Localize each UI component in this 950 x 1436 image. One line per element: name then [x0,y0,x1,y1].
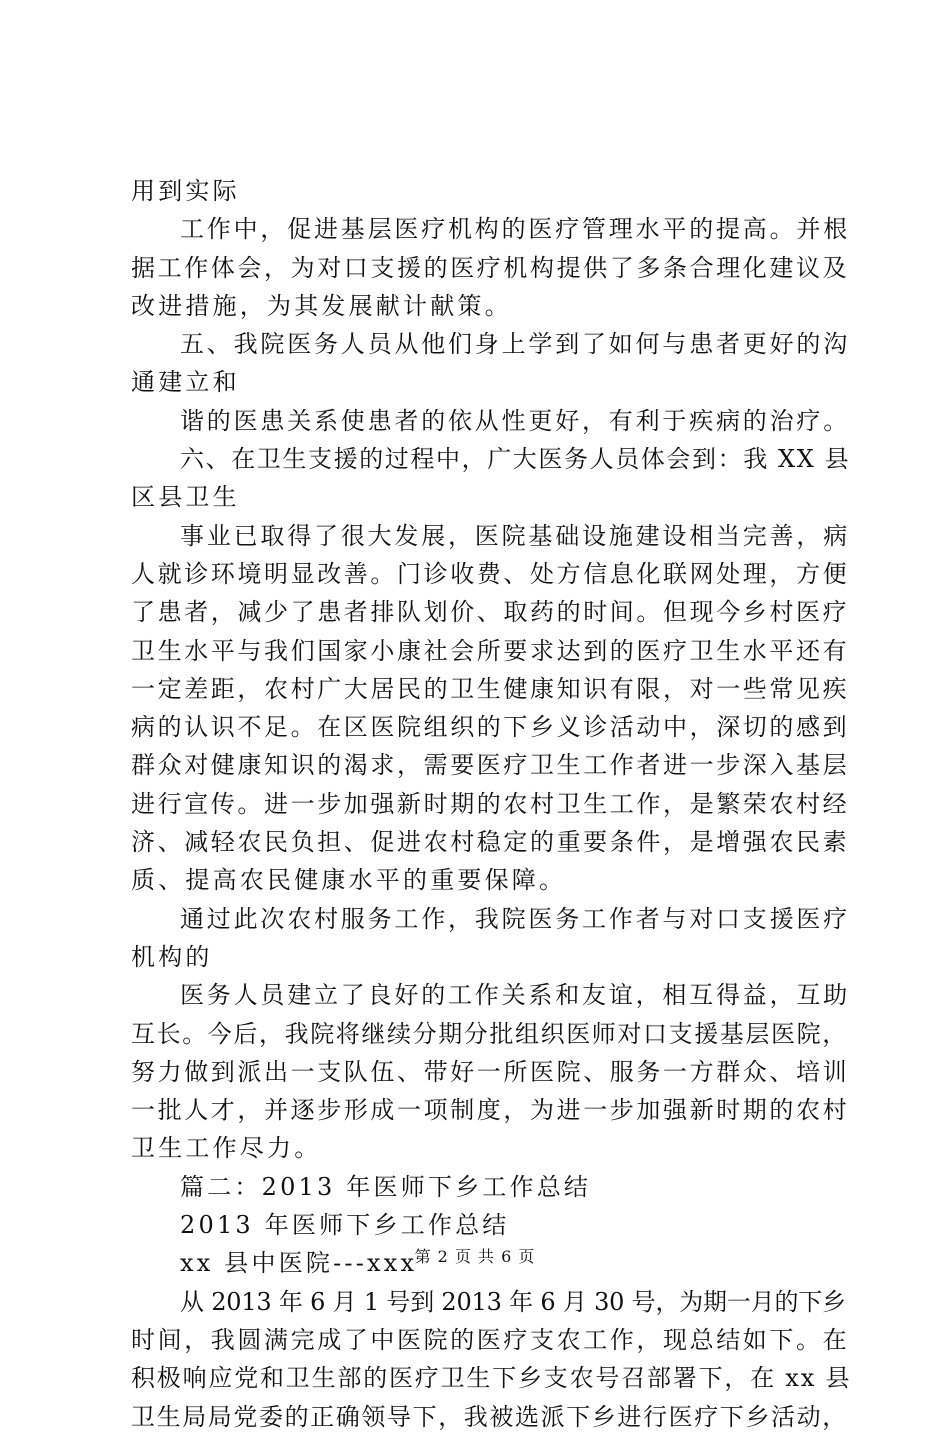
text-line: 人就诊环境明显改善。门诊收费、处方信息化联网处理，方便 [131,559,850,588]
text-line: 时间，我圆满完成了中医院的医疗支农工作，现总结如下。在 [131,1325,850,1354]
page-footer: 第 2 页 共 6 页 [414,1247,536,1266]
text-line: xx 县中医院---xxx [180,1249,418,1278]
text-line: 互长。今后，我院将继续分期分批组织医师对口支援基层医院， [131,1019,848,1048]
text-line: 一定差距，农村广大居民的卫生健康知识有限，对一些常见疾 [131,674,850,703]
text-line: 谐的医患关系使患者的依从性更好，有利于疾病的治疗。 [180,406,850,435]
text-line: 改进措施，为其发展献计献策。 [131,291,512,320]
text-line: 篇二：2013 年医师下乡工作总结 [180,1172,592,1201]
text-line: 事业已取得了很大发展，医院基础设施建设相当完善，病 [180,521,850,550]
text-line: 病的认识不足。在区医院组织的下乡义诊活动中，深切的感到 [131,713,850,742]
text-line: 2013 年医师下乡工作总结 [180,1211,510,1240]
text-line: 据工作体会，为对口支援的医疗机构提供了多条合理化建议及 [131,253,850,282]
text-line: 努力做到派出一支队伍、带好一所医院、服务一方群众、培训 [131,1057,850,1086]
text-line: 积极响应党和卫生部的医疗卫生下乡支农号召部署下，在 xx 县 [131,1364,852,1393]
text-line: 工作中，促进基层医疗机构的医疗管理水平的提高。并根 [180,215,850,244]
text-line: 通建立和 [131,368,240,397]
text-line: 质、提高农民健康水平的重要保障。 [131,866,567,895]
text-line: 了患者，减少了患者排队划价、取药的时间。但现今乡村医疗 [131,598,850,627]
text-line: 六、在卫生支援的过程中，广大医务人员体会到：我 XX 县 [180,445,851,474]
text-line: 卫生局局党委的正确领导下，我被选派下乡进行医疗下乡活动， [131,1402,848,1431]
text-line: 群众对健康知识的渴求，需要医疗卫生工作者进一步深入基层 [131,751,850,780]
text-line: 用到实际 [131,177,240,205]
text-line: 卫生工作尽力。 [131,1134,322,1163]
text-line: 从 2013 年 6 月 1 号到 2013 年 6 月 30 号，为期一月的下乡 [180,1287,846,1316]
text-line: 进行宣传。进一步加强新时期的农村卫生工作，是繁荣农村经 [131,789,850,818]
text-line: 卫生水平与我们国家小康社会所要求达到的医疗卫生水平还有 [131,636,850,665]
text-line: 区县卫生 [131,483,240,512]
text-line: 医务人员建立了良好的工作关系和友谊，相互得益，互助 [180,981,850,1010]
text-line: 济、减轻农民负担、促进农村稳定的重要条件，是增强农民素 [131,828,850,857]
text-line: 五、我院医务人员从他们身上学到了如何与患者更好的沟 [180,330,850,359]
text-line: 一批人才，并逐步形成一项制度，为进一步加强新时期的农村 [131,1096,850,1125]
text-line: 机构的 [131,942,213,971]
text-line: 通过此次农村服务工作，我院医务工作者与对口支援医疗 [180,904,850,933]
